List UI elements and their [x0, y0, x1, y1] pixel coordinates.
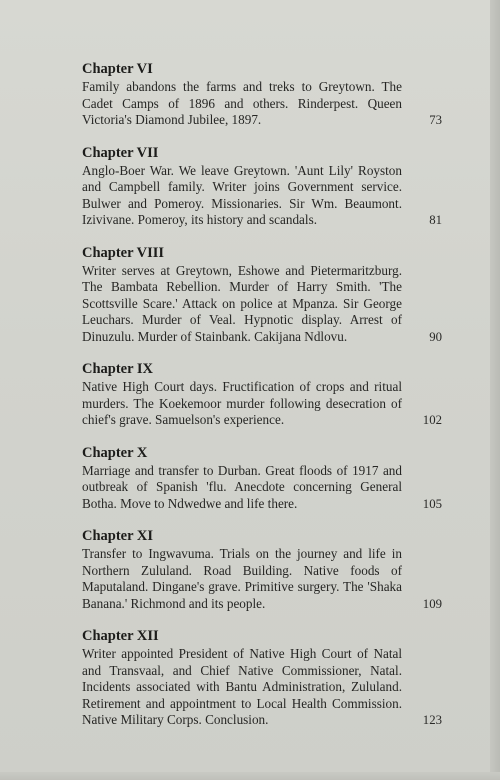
chapter-title: Chapter VII [82, 144, 159, 161]
chapter-entry-body [82, 546, 442, 612]
toc-entry-chapter-viii [82, 244, 442, 346]
chapter-summary: Marriage and transfer to Durban. Great floods of 1917 and outbreak of Spanish 'flu. Anecdote concerning General Botha. Move to Ndwedwe and life there. [82, 462, 402, 511]
chapter-summary: Native High Court days. Fructification of crops and ritual murders. The Koekemoor murder following desecration of chief's grave. Samuelson's experience. [82, 379, 402, 427]
chapter-summary: Transfer to Ingwavuma. Trials on the journey and life in Northern Zululand. Road Building. Native foods of Maputaland. Dingane's grave. Primitive surgery. The 'Shaka Banana.' Richmond and its people. [82, 546, 402, 611]
page-bottom-edge [0, 772, 500, 780]
page-number: 81 [429, 213, 442, 227]
page-edge-shadow [490, 0, 500, 780]
chapter-entry-body [82, 463, 442, 513]
chapter-summary: Writer appointed President of Native High Court of Natal and Transvaal, and Chief Native Commissioner, Natal. Incidents associated with Bantu Administration, Zululand. Retirement and appointment to Local Health Commission. Native Military Corps. Conclusion. [82, 646, 402, 727]
chapter-entry-body [82, 163, 442, 229]
chapter-title: Chapter X [82, 444, 148, 461]
chapter-summary: Anglo-Boer War. We leave Greytown. 'Aunt Lily' Royston and Campbell family. Writer joins Government service. Bulwer and Pomeroy. Missionaries. Sir Wm. Beaumont. Izivivane. Pomeroy, its history and scandals. [82, 162, 402, 227]
toc-entry-chapter-x [82, 444, 442, 513]
page-number: 105 [422, 496, 442, 511]
chapter-title: Chapter VIII [82, 244, 165, 261]
chapter-entry-body [82, 646, 442, 729]
toc-entry-chapter-ix [82, 360, 442, 429]
page-number: 73 [429, 113, 442, 127]
page-number: 102 [422, 413, 442, 427]
chapter-title: Chapter IX [82, 361, 154, 377]
chapter-summary: Writer serves at Greytown, Eshowe and Pietermaritzburg. The Bambata Rebellion. Murder of Harry Smith. 'The Scottsville Scare.' Attack on police at Mpanza. Sir George Leuchars. Murder of Veal. Hypnotic display. Arrest of Dinuzulu. Murder of Stainbank. Cakijana Ndlovu. [82, 262, 402, 344]
page-number: 109 [422, 596, 442, 611]
toc-entry-chapter-vii [82, 144, 442, 229]
page-number: 123 [422, 713, 442, 727]
chapter-entry-body [82, 79, 442, 129]
toc-entry-chapter-xii [82, 627, 442, 729]
page-number: 90 [429, 329, 442, 344]
chapter-summary: Family abandons the farms and treks to Greytown. The Cadet Camps of 1896 and others. Rinderpest. Queen Victoria's Diamond Jubilee, 1897. [82, 79, 402, 127]
toc-entry-chapter-xi [82, 527, 442, 612]
chapter-title: Chapter XI [82, 528, 154, 544]
chapter-entry-body [82, 379, 442, 429]
chapter-title: Chapter XII [82, 628, 159, 644]
table-of-contents [82, 60, 442, 744]
chapter-entry-body [82, 263, 442, 346]
chapter-title: Chapter VI [82, 61, 153, 77]
toc-entry-chapter-vi [82, 60, 442, 129]
